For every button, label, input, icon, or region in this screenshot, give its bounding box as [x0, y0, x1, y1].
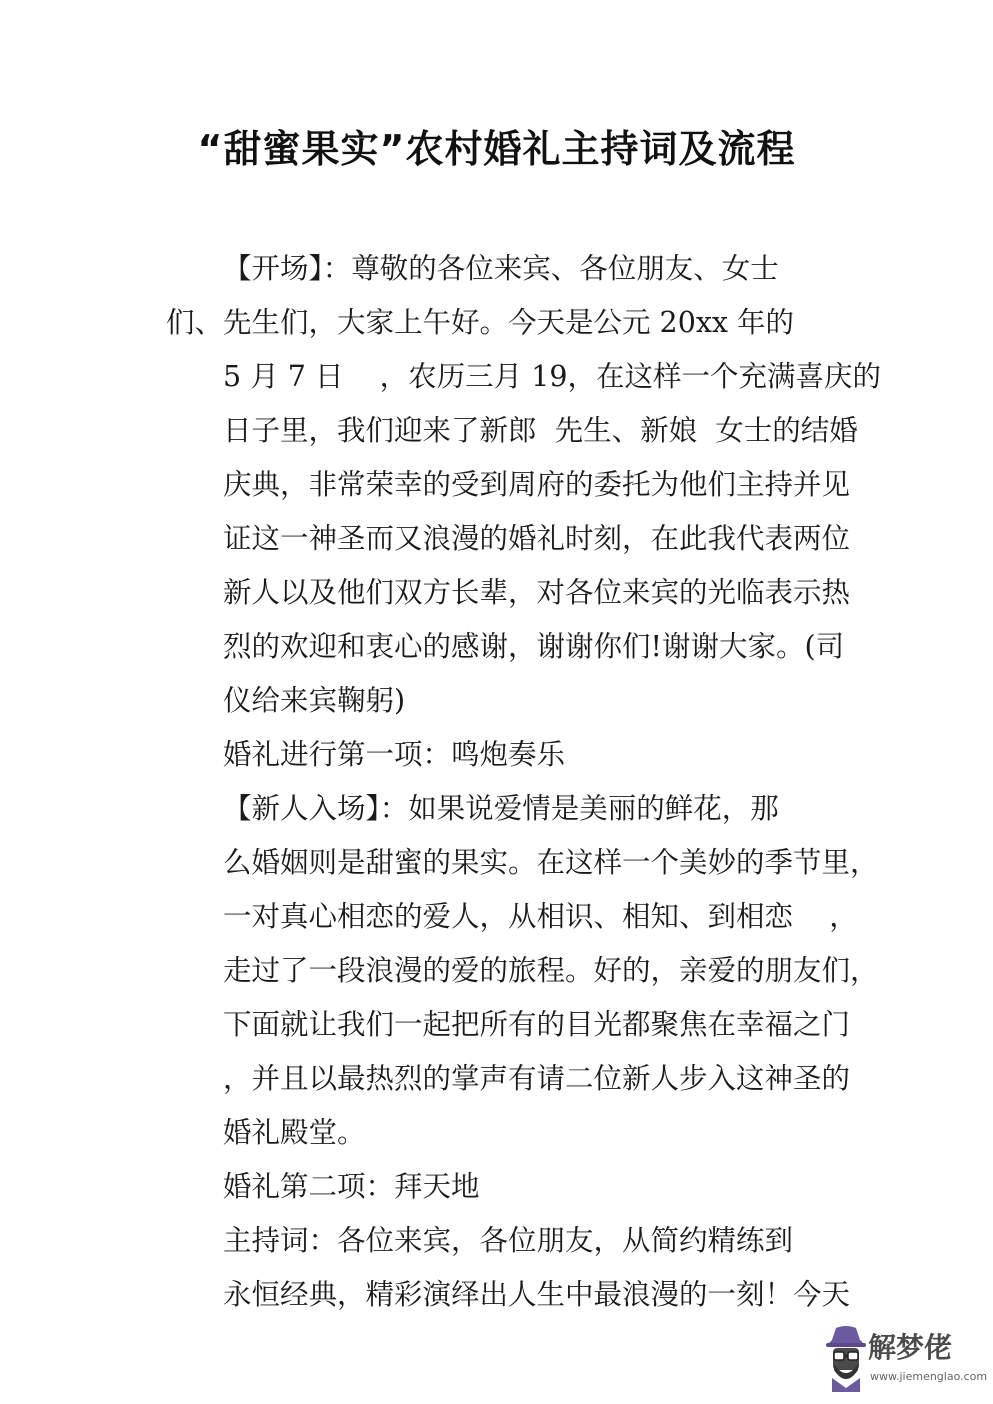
- watermark-url: www.jiemenglao.com: [870, 1370, 988, 1383]
- watermark: [820, 1318, 990, 1398]
- text-line: 永恒经典，精彩演绎出人生中最浪漫的一刻！今天: [223, 1278, 851, 1311]
- text-line: 5 月 7 日 ，农历三月 19，在这样一个充满喜庆的: [223, 360, 882, 393]
- text-line: 走过了一段浪漫的爱的旅程。好的，亲爱的朋友们，: [223, 954, 879, 987]
- text-line: 婚礼进行第一项：鸣炮奏乐: [223, 738, 566, 771]
- text-line: 【开场】：尊敬的各位来宾、各位朋友、女士: [223, 252, 779, 285]
- paragraph-entrance: [166, 782, 879, 1160]
- text-line: ，并且以最热烈的掌声有请二位新人步入这神圣的: [223, 1062, 851, 1095]
- text-line: 一对真心相恋的爱人，从相识、相知、到相恋 ，: [223, 900, 858, 933]
- text-line: 下面就让我们一起把所有的目光都聚焦在幸福之门: [223, 1008, 851, 1041]
- text-line: 婚礼第二项：拜天地: [223, 1170, 480, 1203]
- text-line: 么婚姻则是甜蜜的果实。在这样一个美妙的季节里，: [223, 846, 879, 879]
- text-line: 【新人入场】：如果说爱情是美丽的鲜花，那: [223, 792, 779, 825]
- page-title: “甜蜜果实”农村婚礼主持词及流程: [197, 127, 796, 171]
- text-line: 新人以及他们双方长辈，对各位来宾的光临表示热: [223, 576, 851, 609]
- paragraph-opening: [166, 242, 882, 728]
- document-body: [166, 242, 882, 1322]
- text-line: 们、先生们，大家上午好。今天是公元 20xx 年的: [166, 306, 795, 339]
- watermark-name: 解梦佬: [868, 1331, 953, 1364]
- text-line: 庆典，非常荣幸的受到周府的委托为他们主持并见: [223, 468, 851, 501]
- detective-mascot-icon: [824, 1322, 868, 1394]
- text-line: 烈的欢迎和衷心的感谢，谢谢你们!谢谢大家。(司: [223, 630, 845, 663]
- paragraph-host-speech: [166, 1214, 851, 1322]
- text-line: 证这一神圣而又浪漫的婚礼时刻，在此我代表两位: [223, 522, 851, 555]
- text-line: 日子里，我们迎来了新郎 先生、新娘 女士的结婚: [223, 414, 858, 447]
- text-line: 仪给来宾鞠躬): [223, 684, 406, 717]
- text-line: 婚礼殿堂。: [223, 1116, 366, 1149]
- text-line: 主持词：各位来宾，各位朋友，从简约精练到: [223, 1224, 794, 1257]
- paragraph-item-1: [166, 728, 846, 782]
- paragraph-item-2: [166, 1160, 846, 1214]
